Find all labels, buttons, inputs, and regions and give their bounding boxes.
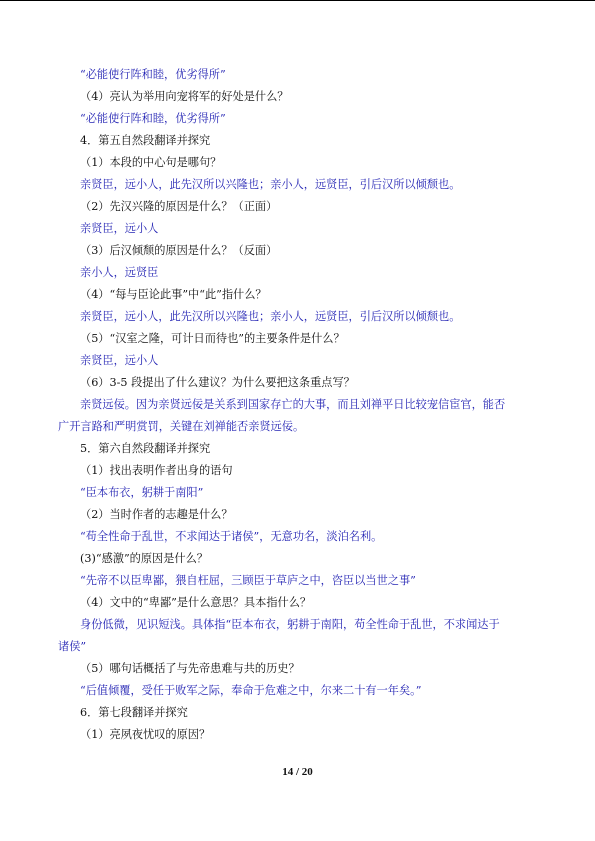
page-number: 14 / 20 [282, 766, 313, 778]
section-heading: 5．第六自然段翻译并探究 [80, 442, 211, 455]
answer-text: “苟全性命于乱世，不求闻达于诸侯”，无意功名，淡泊名利。 [80, 530, 383, 543]
answer-text: 亲贤臣，远小人 [80, 222, 159, 235]
question-text: （5）哪句话概括了与先帝患难与共的历史？ [80, 662, 300, 675]
question-text: （1）亮夙夜忧叹的原因？ [80, 728, 211, 741]
question-text: （4）“每与臣论此事”中“此”指什么？ [80, 288, 267, 301]
answer-text: “必能使行阵和睦，优劣得所” [80, 112, 226, 125]
answer-text: 亲贤臣，远小人，此先汉所以兴隆也；亲小人，远贤臣，引后汉所以倾颓也。 [80, 178, 461, 191]
answer-text: 亲贤臣，远小人 [80, 354, 159, 367]
question-text: （6）3-5 段提出了什么建议？为什么要把这条重点写？ [80, 376, 355, 389]
question-text: (3)“感激”的原因是什么？ [80, 552, 208, 565]
answer-text: 亲贤臣，远小人，此先汉所以兴隆也；亲小人，远贤臣，引后汉所以倾颓也。 [80, 310, 461, 323]
answer-text: 诸侯” [58, 640, 87, 653]
answer-text: “先帝不以臣卑鄙，猥自枉屈，三顾臣于草庐之中，咨臣以当世之事” [80, 574, 416, 587]
answer-text: 身份低微，见识短浅。具体指“臣本布衣，躬耕于南阳，苟全性命于乱世，不求闻达于 [80, 618, 500, 631]
answer-text: 亲小人，远贤臣 [80, 266, 159, 279]
answer-text: “后值倾覆，受任于败军之际，奉命于危难之中，尔来二十有一年矣。” [80, 684, 422, 697]
section-heading: 4．第五自然段翻译并探究 [80, 134, 211, 147]
answer-text: “必能使行阵和睦，优劣得所” [80, 68, 226, 81]
answer-text: 亲贤远佞。因为亲贤远佞是关系到国家存亡的大事，而且刘禅平日比较宠信宦官，能否 [80, 398, 506, 411]
question-text: （1）本段的中心句是哪句？ [80, 156, 222, 169]
question-text: （4）文中的“卑鄙”是什么意思？具本指什么？ [80, 596, 312, 609]
question-text: （4）亮认为举用向宠将军的好处是什么？ [80, 90, 289, 103]
answer-text: “臣本布衣，躬耕于南阳” [80, 486, 204, 499]
question-text: （5）“汉室之隆，可计日而待也”的主要条件是什么？ [80, 332, 345, 345]
question-text: （3）后汉倾颓的原因是什么？（反面） [80, 244, 278, 257]
question-text: （2）先汉兴隆的原因是什么？（正面） [80, 200, 278, 213]
answer-text: 广开言路和严明赏罚，关键在刘禅能否亲贤远佞。 [58, 420, 305, 433]
question-text: （1）找出表明作者出身的语句 [80, 464, 233, 477]
question-text: （2）当时作者的志趣是什么？ [80, 508, 233, 521]
section-heading: 6．第七段翻译并探究 [80, 706, 188, 719]
